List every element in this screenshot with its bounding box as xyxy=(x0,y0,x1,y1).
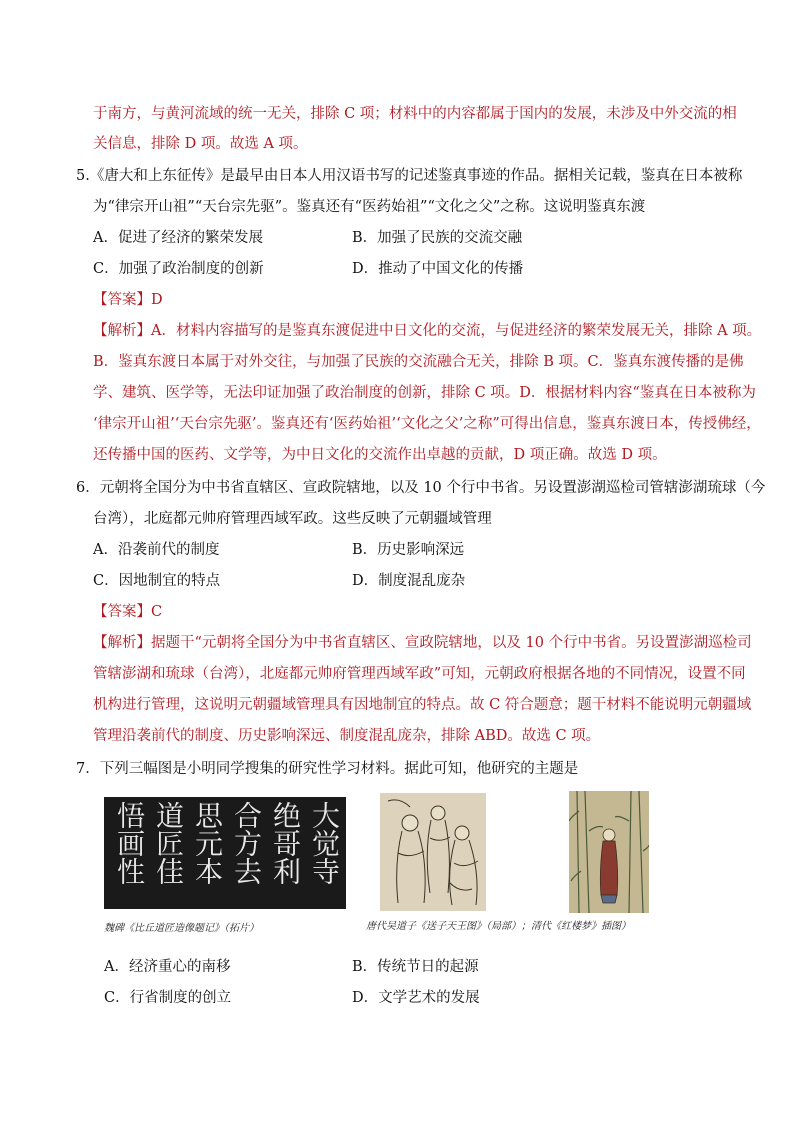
q5-analysis-line-2: B．鉴真东渡日本属于对外交往，与加强了民族的交流融合无关，排除 B 项。C．鉴真东渡传播的是佛 xyxy=(93,354,744,370)
rubbing-column-6 xyxy=(111,801,147,905)
rubbing-char: 道匠佳 xyxy=(152,801,185,885)
painting-figures-illustration xyxy=(380,793,486,911)
q6-analysis-line-4: 管理沿袭前代的制度、历史影响深远、制度混乱庞杂，排除 ABD。故选 C 项。 xyxy=(93,728,601,744)
q6-stem-line-1: 6．元朝将全国分为中书省直辖区、宣政院辖地，以及 10 个行中书省。另设置澎湖巡检司管辖澎湖琉球（今 xyxy=(76,480,766,496)
q7-stem: 7．下列三幅图是小明同学搜集的研究性学习材料。据此可知，他研究的主题是 xyxy=(76,761,579,777)
caption-rubbing: 魏碑《比丘道匠造像题记》（拓片） xyxy=(104,923,259,934)
q6-analysis-line-1 xyxy=(93,633,752,653)
q5-option-c: C．加强了政治制度的创新 xyxy=(93,261,264,277)
rubbing-column-1 xyxy=(306,801,342,905)
q5-analysis-line-1 xyxy=(93,321,761,341)
q5-analysis-line-3: 学、建筑、医学等，无法印证加强了政治制度的创新，排除 C 项。D．根据材料内容“鉴真在日本被称为 xyxy=(93,385,756,401)
q5-option-a: A．促进了经济的繁荣发展 xyxy=(93,230,263,246)
q6-analysis-text-1: 据题干“元朝将全国分为中书省直辖区、宣政院辖地，以及 10 个行中书省。另设置澎湖巡检司 xyxy=(151,635,752,651)
q5-analysis-line-5: 还传播中国的医药、文学等，为中日文化的交流作出卓越的贡献，D 项正确。故选 D 项。 xyxy=(93,447,667,463)
q5-stem-line-2: 为“律宗开山祖”“天台宗先驱”。鉴真还有“医药始祖”“文化之父”之称。这说明鉴真东渡 xyxy=(93,199,646,215)
painting-image xyxy=(380,793,486,911)
q6-answer xyxy=(93,602,162,622)
rubbing-char: 思元本 xyxy=(191,801,224,885)
q5-answer-tag: 【答案】 xyxy=(93,292,151,308)
q5-option-b: B．加强了民族的交流交融 xyxy=(352,230,523,246)
rubbing-column-3 xyxy=(228,801,264,905)
q5-option-d: D．推动了中国文化的传播 xyxy=(352,261,524,277)
q6-analysis-line-2: 管辖澎湖和琉球（台湾），北庭都元帅府管理西域军政”可知，元朝政府根据各地的不同情况，设置不同 xyxy=(93,666,746,682)
rubbing-column-4 xyxy=(189,801,225,905)
q6-option-b: B．历史影响深远 xyxy=(352,542,465,558)
rubbing-column-5 xyxy=(150,801,186,905)
stele-rubbing-image xyxy=(104,797,346,909)
lady-in-bamboo-illustration xyxy=(569,791,649,913)
q5-analysis-tag: 【解析】 xyxy=(93,323,151,339)
q6-analysis-tag: 【解析】 xyxy=(93,635,151,651)
novel-illustration-image xyxy=(569,791,649,913)
q6-option-c: C．因地制宜的特点 xyxy=(93,573,221,589)
q6-answer-value: C xyxy=(151,604,163,620)
q7-option-d: D．文学艺术的发展 xyxy=(352,990,480,1006)
caption-paintings: 唐代吴道子《送子天王图》（局部）；清代《红楼梦》插图） xyxy=(366,921,631,932)
q6-option-d: D．制度混乱庞杂 xyxy=(352,573,466,589)
q5-analysis-text-1: A．材料内容描写的是鉴真东渡促进中日文化的交流，与促进经济的繁荣发展无关，排除 A 项。 xyxy=(151,323,762,339)
q5-stem-line-1: 5.《唐大和上东征传》是最早由日本人用汉语书写的记述鉴真事迹的作品。据相关记载，鉴真在日本被称 xyxy=(76,168,743,184)
q5-answer-value: D xyxy=(151,292,163,308)
rubbing-char: 合方去 xyxy=(230,801,263,885)
q5-answer xyxy=(93,290,163,310)
q6-answer-tag: 【答案】 xyxy=(93,604,151,620)
q7-option-b: B．传统节日的起源 xyxy=(352,959,479,975)
q4-analysis-line-2: 关信息，排除 D 项。故选 A 项。 xyxy=(93,136,308,152)
rubbing-char: 大觉寺 xyxy=(308,801,341,885)
rubbing-char: 悟画性 xyxy=(113,801,146,885)
q6-stem-line-2: 台湾），北庭都元帅府管理西域军政。这些反映了元朝疆域管理 xyxy=(93,511,492,527)
rubbing-column-2 xyxy=(267,801,303,905)
q7-option-a: A．经济重心的南移 xyxy=(104,959,231,975)
q7-option-c: C．行省制度的创立 xyxy=(104,990,232,1006)
q6-analysis-line-3: 机构进行管理，这说明元朝疆域管理具有因地制宜的特点。故 C 符合题意；题干材料不能说明元朝疆域 xyxy=(93,697,752,713)
q6-option-a: A．沿袭前代的制度 xyxy=(93,542,220,558)
q4-analysis-line-1: 于南方，与黄河流域的统一无关，排除 C 项；材料中的内容都属于国内的发展，未涉及中外交流的相 xyxy=(93,106,737,122)
rubbing-char: 绝哥利 xyxy=(269,801,302,885)
q5-analysis-line-4: ‘律宗开山祖’‘天台宗先驱’。鉴真还有‘医药始祖’‘文化之父’之称”可得出信息，鉴真东渡日本，传授佛经， xyxy=(93,416,761,432)
